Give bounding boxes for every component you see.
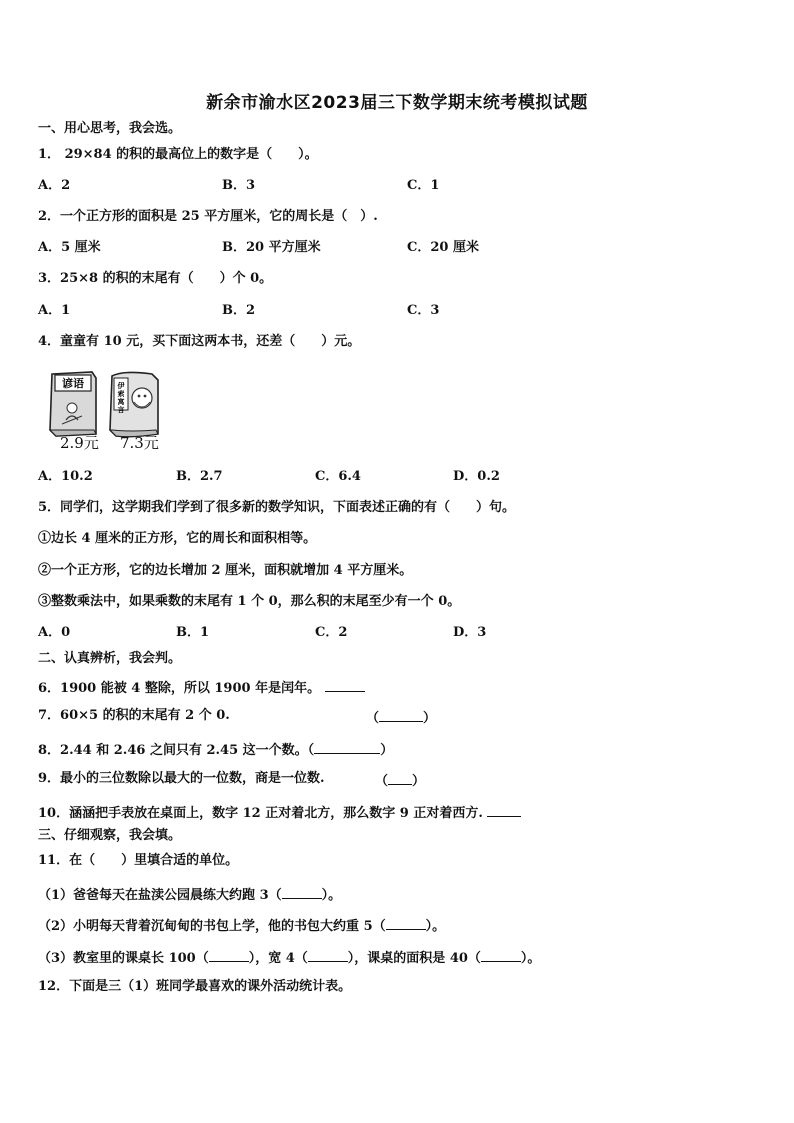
q3-option-b[interactable]: B．2 <box>222 303 256 318</box>
q11-part-1: （1）爸爸每天在盐渎公园晨练大约跑 3（ ）。 <box>38 884 341 905</box>
q8-answer-blank[interactable] <box>314 739 380 754</box>
section-heading-1: 一、用心思考，我会选。 <box>38 121 182 136</box>
q4-option-c[interactable]: C．6.4 <box>315 469 361 484</box>
svg-text:寓: 寓 <box>117 398 125 406</box>
q3-option-c[interactable]: C．3 <box>407 303 440 318</box>
q5-option-d[interactable]: D．3 <box>453 625 487 640</box>
q11-p3-blank-1[interactable] <box>209 947 249 962</box>
q11-part-2: （2）小明每天背着沉甸甸的书包上学，他的书包大约重 5（ ）。 <box>38 915 445 936</box>
question-11: 11．在（ ）里填合适的单位。 <box>38 853 239 868</box>
section-heading-2: 二、认真辨析，我会判。 <box>38 651 182 666</box>
q2-option-c[interactable]: C．20 厘米 <box>407 240 479 255</box>
q5-statement-3: ③整数乘法中，如果乘数的末尾有 1 个 0，那么积的末尾至少有一个 0。 <box>38 594 461 609</box>
q5-option-c[interactable]: C．2 <box>315 625 348 640</box>
section-heading-3: 三、仔细观察，我会填。 <box>38 828 182 843</box>
svg-text:言: 言 <box>117 406 125 414</box>
question-3: 3．25×8 的积的末尾有（ ）个 0。 <box>38 271 273 286</box>
question-1: 1． 29×84 的积的最高位上的数字是（ ）。 <box>38 147 318 162</box>
q4-option-d[interactable]: D．0.2 <box>453 469 500 484</box>
aesop-book-icon <box>110 372 158 436</box>
q11-p1-blank[interactable] <box>282 884 322 899</box>
question-6: 6．1900 能被 4 整除，所以 1900 年是闰年。 <box>38 677 365 698</box>
question-2: 2．一个正方形的面积是 25 平方厘米，它的周长是（ ）. <box>38 209 378 224</box>
q11-p3-blank-3[interactable] <box>481 947 521 962</box>
q2-option-a[interactable]: A．5 厘米 <box>38 240 101 255</box>
q1-option-a[interactable]: A．2 <box>38 178 71 193</box>
q9-answer[interactable]: （ ） <box>375 770 425 791</box>
book2-price: 7.3元 <box>120 434 159 452</box>
q5-option-b[interactable]: B．1 <box>176 625 210 640</box>
page-title: 新余市渝水区2023届三下数学期末统考模拟试题 <box>206 93 588 113</box>
q11-p3-blank-2[interactable] <box>308 947 348 962</box>
svg-text:索: 索 <box>117 390 125 398</box>
q1-option-b[interactable]: B．3 <box>222 178 256 193</box>
q5-statement-2: ②一个正方形，它的边长增加 2 厘米，面积就增加 4 平方厘米。 <box>38 563 413 578</box>
question-4: 4．童童有 10 元，买下面这两本书，还差（ ）元。 <box>38 334 361 349</box>
q11-p2-blank[interactable] <box>386 915 426 930</box>
proverb-book-icon <box>50 372 96 436</box>
question-12: 12．下面是三（1）班同学最喜欢的课外活动统计表。 <box>38 979 352 994</box>
svg-text:伊: 伊 <box>117 382 125 390</box>
q5-statement-1: ①边长 4 厘米的正方形，它的周长和面积相等。 <box>38 531 317 546</box>
question-5: 5．同学们，这学期我们学到了很多新的数学知识，下面表述正确的有（ ）句。 <box>38 500 516 515</box>
q10-answer-blank[interactable] <box>487 802 521 817</box>
question-7: 7．60×5 的积的末尾有 2 个 0. <box>38 708 230 723</box>
q11-part-3: （3）教室里的课桌长 100（ ），宽 4（ ），课桌的面积是 40（ ）。 <box>38 947 540 968</box>
q4-option-a[interactable]: A．10.2 <box>38 469 93 484</box>
q1-option-c[interactable]: C．1 <box>407 178 440 193</box>
q7-answer[interactable]: （ ） <box>366 707 436 728</box>
q5-option-a[interactable]: A．0 <box>38 625 71 640</box>
book1-price: 2.9元 <box>60 434 99 452</box>
question-9: 9．最小的三位数除以最大的一位数，商是一位数. <box>38 771 325 786</box>
q4-option-b[interactable]: B．2.7 <box>176 469 223 484</box>
q2-option-b[interactable]: B．20 平方厘米 <box>222 240 321 255</box>
question-8: 8．2.44 和 2.46 之间只有 2.45 这一个数。（ ） <box>38 739 393 760</box>
book1-title: 谚语 <box>62 377 84 390</box>
q3-option-a[interactable]: A．1 <box>38 303 71 318</box>
q6-answer-blank[interactable] <box>325 677 365 692</box>
question-10: 10．涵涵把手表放在桌面上，数字 12 正对着北方，那么数字 9 正对着西方. <box>38 802 521 823</box>
